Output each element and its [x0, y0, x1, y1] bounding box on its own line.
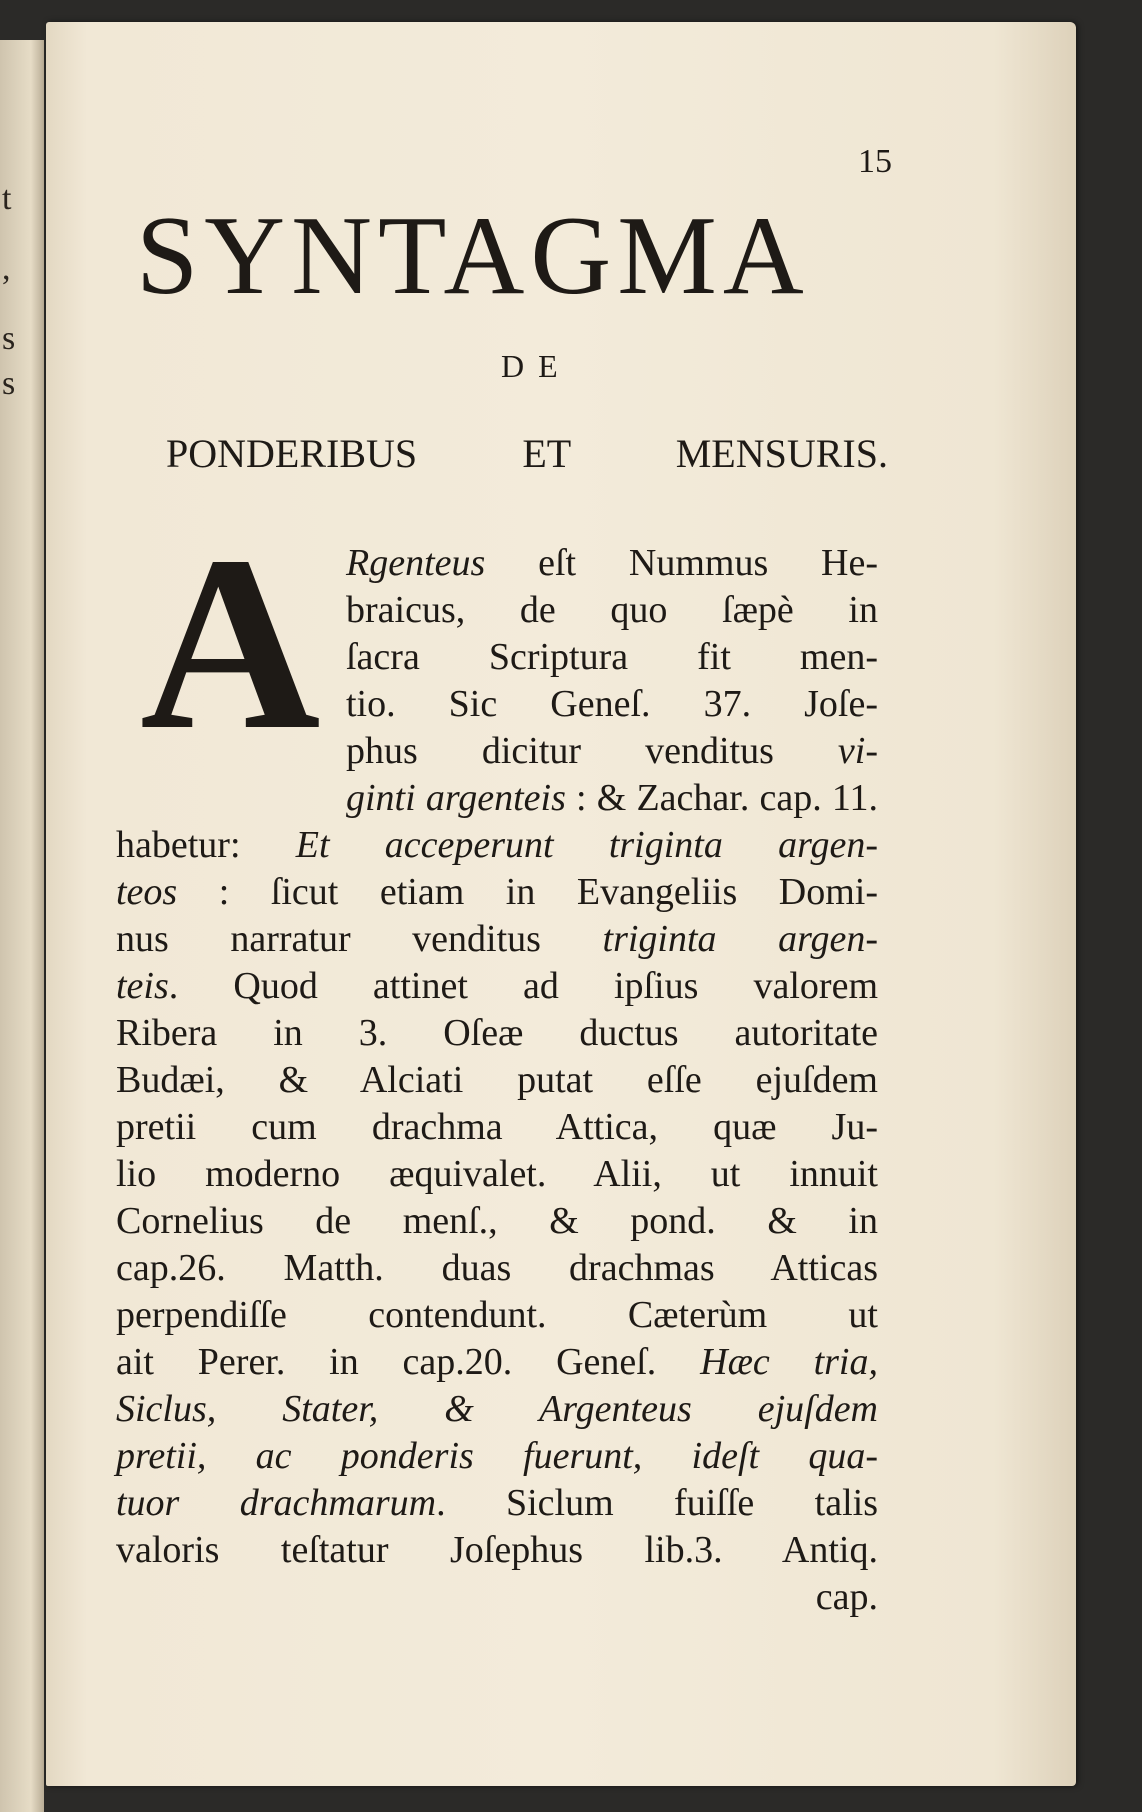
text: phus dicitur venditus	[346, 730, 838, 772]
italic-text: triginta argen-	[602, 918, 878, 960]
text-line	[116, 1527, 878, 1573]
text: . Siclum fuiſſe talis	[436, 1482, 878, 1524]
text: eſt Nummus He-	[485, 542, 878, 584]
text-line	[116, 1057, 878, 1103]
text-line	[116, 1433, 878, 1479]
page-title: SYNTAGMA	[136, 194, 810, 318]
text-line	[346, 634, 878, 680]
text-line	[116, 963, 878, 1009]
text: perpendiſſe contendunt. Cæterùm ut	[116, 1294, 878, 1336]
text-line	[116, 1151, 878, 1197]
subtitle: PONDERIBUS ET MENSURIS.	[166, 431, 888, 476]
italic-text: pretii, ac ponderis fuerunt, ideſt qua-	[116, 1435, 878, 1477]
text: cap.	[815, 1576, 878, 1618]
text-line	[116, 1245, 878, 1291]
previous-page-edge	[0, 40, 44, 1812]
prev-page-char: s	[2, 320, 16, 357]
text-line	[116, 1386, 878, 1432]
title-de: DE	[501, 348, 572, 384]
text-line	[116, 1574, 878, 1620]
text-line	[116, 1104, 878, 1150]
text: nus narratur venditus	[116, 918, 603, 960]
italic-text: Hæc tria,	[700, 1341, 878, 1383]
text-line	[346, 587, 878, 633]
italic-text: Et acceperunt triginta argen-	[295, 824, 878, 866]
prev-page-char: s	[2, 365, 16, 402]
drop-cap: A	[140, 505, 321, 782]
text-line	[116, 1480, 878, 1526]
italic-text: ginti argenteis	[346, 777, 566, 819]
text-line	[116, 1198, 878, 1244]
text-line	[346, 681, 878, 727]
italic-text: teis	[116, 965, 169, 1007]
text: habetur:	[116, 824, 296, 866]
text-line	[116, 822, 878, 868]
text: Ribera in 3. Oſeæ ductus autoritate	[116, 1012, 878, 1054]
text-line	[116, 916, 878, 962]
prev-page-char: t	[2, 180, 12, 217]
text: pretii cum drachma Attica, quæ Ju-	[116, 1106, 878, 1148]
text: Cornelius de menſ., & pond. & in	[116, 1200, 878, 1242]
text: lio moderno æquivalet. Alii, ut innuit	[116, 1153, 878, 1195]
italic-text: Siclus, Stater, & Argenteus ejuſdem	[116, 1388, 878, 1430]
page-number: 15	[858, 143, 892, 180]
text: braicus, de quo ſæpè in	[346, 589, 878, 631]
text: tio. Sic Geneſ. 37. Joſe-	[346, 683, 878, 725]
italic-text: Rgenteus	[346, 542, 486, 584]
text-line	[116, 869, 878, 915]
text-line	[116, 1292, 878, 1338]
book-page	[46, 22, 1076, 1786]
text: : ſicut etiam in Evangeliis Domi-	[177, 871, 878, 913]
text-line	[346, 775, 878, 821]
text: ait Perer. in cap.20. Geneſ.	[116, 1341, 701, 1383]
text-line	[116, 1339, 878, 1385]
text-line	[116, 1010, 878, 1056]
text: valoris teſtatur Joſephus lib.3. Antiq.	[116, 1529, 878, 1571]
text: : & Zachar. cap. 11.	[565, 777, 878, 819]
italic-text: vi-	[837, 730, 878, 772]
text: ſacra Scriptura fit men-	[346, 636, 878, 678]
prev-page-char: ,	[2, 250, 11, 287]
italic-text: tuor drachmarum	[116, 1482, 437, 1524]
text-line	[346, 728, 878, 774]
text-line	[346, 540, 878, 586]
text: Budæi, & Alciati putat eſſe ejuſdem	[116, 1059, 878, 1101]
text: . Quod attinet ad ipſius valorem	[168, 965, 878, 1007]
text: cap.26. Matth. duas drachmas Atticas	[116, 1247, 878, 1289]
italic-text: teos	[116, 871, 178, 913]
